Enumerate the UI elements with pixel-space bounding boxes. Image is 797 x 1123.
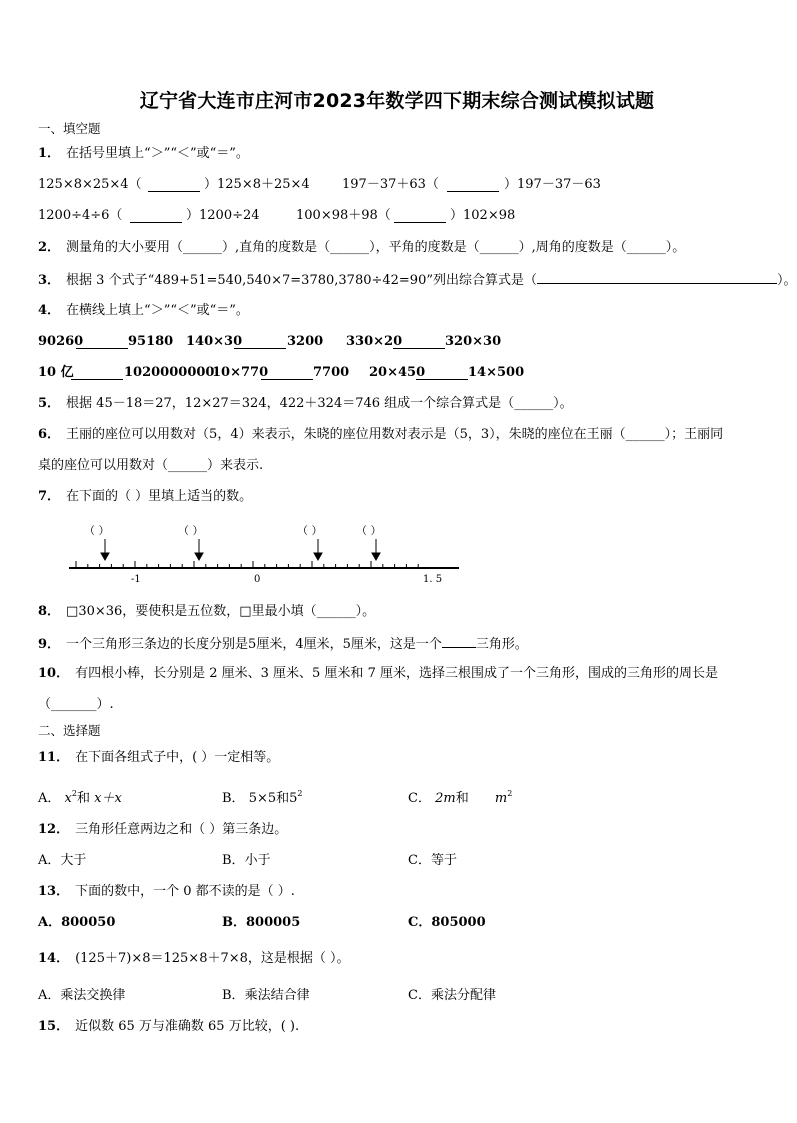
question-text: 有四根小棒，长分别是 2 厘米、3 厘米、5 厘米和 7 厘米，选择三根围成了一个三角形，围成的三角形的周长是	[75, 666, 718, 681]
question-number: 3．	[38, 273, 61, 288]
exam-title: 辽宁省大连市庄河市2023年数学四下期末综合测试模拟试题	[139, 90, 655, 112]
numberline-label: -1	[131, 574, 141, 585]
option-text: 乘法结合律	[244, 988, 310, 1003]
q4-expr: 320×30	[445, 334, 502, 349]
option-text: 800050	[61, 915, 116, 930]
option-b[interactable]	[222, 853, 271, 869]
option-label: A．	[38, 853, 61, 868]
q4-row-1	[38, 334, 758, 350]
q4-expr: 20×450	[369, 365, 426, 380]
answer-blank[interactable]	[76, 336, 128, 349]
section-multiple-choice: 二、选择题	[38, 723, 101, 738]
question-text-end: 三角形。	[475, 637, 528, 652]
question-9	[38, 635, 528, 653]
question-text-end: ）。	[777, 273, 797, 288]
question-text: □30×36，要使积是五位数，□里最小填（______）。	[66, 604, 376, 619]
answer-blank[interactable]	[416, 367, 468, 380]
option-text: 800005	[246, 915, 301, 930]
option-joiner: 和	[76, 791, 90, 806]
number-line-figure	[64, 518, 464, 588]
option-text: 小于	[244, 853, 271, 868]
question-number: 5．	[38, 396, 61, 411]
pointer-arrows	[101, 539, 380, 560]
option-label: B．	[222, 853, 245, 868]
option-text: 805000	[431, 915, 486, 930]
question-text: 在括号里填上“＞”“＜”或“＝”。	[66, 146, 249, 161]
question-text: 在下面各组式子中，( ）一定相等。	[75, 750, 280, 765]
question-text: 测量角的大小要用（______）,直角的度数是（______），平角的度数是（______）,周角的度数是（______）。	[66, 240, 686, 255]
option-text: 乘法分配律	[430, 988, 496, 1003]
answer-blank[interactable]	[447, 179, 499, 192]
question-11	[38, 750, 279, 766]
option-c[interactable]	[408, 853, 457, 869]
question-text: 下面的数中，一个 0 都不读的是（ ）.	[75, 884, 295, 899]
question-number: 14．	[38, 951, 70, 966]
option-a[interactable]	[38, 853, 86, 869]
option-label: C．	[408, 988, 431, 1003]
question-6-cont: 桌的座位可以用数对（______）来表示.	[38, 458, 264, 473]
q4-row-2	[38, 365, 758, 381]
question-13	[38, 884, 295, 900]
option-text: 等于	[430, 853, 457, 868]
question-number: 10．	[38, 666, 70, 681]
question-text: 根据 3 个式子“489+51=540,540×7=3780,3780÷42=90”列出综合算式是（	[66, 273, 537, 288]
question-formula: (125＋7)×8＝125×8＋7×8	[75, 951, 248, 966]
question-text: 在下面的（ ）里填上适当的数。	[66, 489, 253, 504]
option-label: C．	[408, 853, 431, 868]
option-c[interactable]	[408, 988, 496, 1004]
option-expr: 2m	[435, 791, 456, 806]
question-text: 一个三角形三条边的长度分别是5厘米，4厘米，5厘米，这是一个	[66, 637, 442, 652]
question-number: 7．	[38, 489, 61, 504]
q1-expr: ）197－37－63	[504, 177, 601, 192]
answer-blank[interactable]	[393, 336, 445, 349]
numberline-bracket[interactable]: （ ）	[356, 524, 382, 537]
question-number: 6．	[38, 427, 61, 442]
option-exponent: 2	[71, 789, 77, 798]
option-text: 乘法交换律	[60, 988, 126, 1003]
answer-blank[interactable]	[130, 210, 182, 223]
numberline-label: 1. 5	[423, 574, 443, 585]
question-10	[38, 666, 718, 682]
option-exponent: 2	[507, 789, 513, 798]
q4-expr: 330×20	[346, 334, 403, 349]
question-number: 4．	[38, 303, 61, 318]
q4-expr: 90260	[38, 334, 84, 349]
option-b[interactable]	[222, 786, 303, 807]
question-number: 8．	[38, 604, 61, 619]
q1-expr: 125×8×25×4（	[38, 177, 142, 192]
option-a[interactable]	[38, 988, 125, 1004]
question-7	[38, 489, 252, 505]
question-10-cont: （_______）.	[38, 697, 114, 712]
option-label: C．	[408, 791, 431, 806]
question-6	[38, 427, 723, 443]
question-1	[38, 146, 249, 162]
question-15	[38, 1019, 299, 1035]
q13-options	[38, 915, 758, 931]
option-c[interactable]	[408, 915, 486, 931]
option-label: A．	[38, 915, 62, 930]
question-number: 9．	[38, 637, 61, 652]
question-text: 王丽的座位可以用数对（5，4）来表示，朱晓的座位用数对表示是（5，3），朱晓的座位在王丽（______）；王丽同	[66, 427, 724, 442]
number-line-ticks	[76, 561, 418, 568]
q1-expr: ）102×98	[450, 208, 516, 223]
question-number: 13．	[38, 884, 70, 899]
numberline-bracket[interactable]: （ ）	[297, 524, 323, 537]
answer-blank[interactable]	[442, 635, 476, 648]
q4-expr: 95180	[128, 334, 174, 349]
option-b[interactable]	[222, 988, 310, 1004]
question-number: 11．	[38, 750, 70, 765]
q4-expr: 14×500	[468, 365, 525, 380]
q11-options	[38, 786, 758, 804]
option-expr: 5×5和5	[248, 791, 298, 806]
q1-row-2	[38, 208, 758, 224]
option-exponent: 2	[297, 789, 303, 798]
question-4	[38, 303, 249, 319]
answer-blank[interactable]	[394, 210, 446, 223]
answer-blank[interactable]	[261, 367, 313, 380]
q1-expr: 1200÷4÷6（	[38, 208, 123, 223]
question-number: 1．	[38, 146, 61, 161]
option-joiner: 和	[455, 791, 469, 806]
q1-expr: 100×98＋98（	[296, 208, 391, 223]
question-5	[38, 396, 573, 412]
option-a[interactable]	[38, 786, 122, 807]
q4-expr: 7700	[313, 365, 350, 380]
option-c[interactable]	[408, 786, 512, 807]
option-label: B．	[222, 915, 246, 930]
option-expr: x	[64, 791, 72, 806]
question-text: 三角形任意两边之和（ ）第三条边。	[75, 822, 288, 837]
q1-expr: ）125×8＋25×4	[204, 177, 310, 192]
option-label: A．	[38, 791, 61, 806]
option-label: B．	[222, 791, 245, 806]
q4-expr: 3200	[287, 334, 324, 349]
question-number: 12．	[38, 822, 70, 837]
option-b[interactable]	[222, 915, 300, 931]
q4-expr: 10 亿	[38, 365, 74, 380]
question-3	[38, 271, 797, 289]
answer-blank[interactable]	[148, 179, 200, 192]
q1-expr: ）1200÷24	[186, 208, 260, 223]
section-fill-in: 一、填空题	[38, 121, 101, 136]
numberline-bracket[interactable]: （ ）	[84, 524, 110, 537]
q1-expr: 197－37＋63（	[342, 177, 439, 192]
q4-expr: 1020000000	[124, 365, 215, 380]
question-text: ，这是根据（ ）。	[247, 951, 350, 966]
option-label: A．	[38, 988, 61, 1003]
q4-expr: 140×30	[186, 334, 243, 349]
question-8	[38, 604, 375, 620]
q14-options	[38, 988, 758, 1004]
answer-blank[interactable]	[71, 367, 123, 380]
question-2	[38, 240, 685, 256]
numberline-bracket[interactable]: （ ）	[178, 524, 204, 537]
question-number: 2．	[38, 240, 61, 255]
question-text: 根据 45－18＝27，12×27＝324，422＋324＝746 组成一个综合算式是（______）。	[66, 396, 573, 411]
numberline-label: 0	[254, 574, 261, 585]
q1-row-1	[38, 177, 758, 193]
option-expr: m	[494, 791, 508, 806]
option-label: C．	[408, 915, 432, 930]
option-a[interactable]	[38, 915, 115, 931]
option-text: 大于	[60, 853, 87, 868]
question-12	[38, 822, 287, 838]
question-text: 在横线上填上“＞”“＜”或“＝”。	[66, 303, 249, 318]
question-14	[38, 951, 350, 967]
question-number: 15．	[38, 1019, 70, 1034]
option-label: B．	[222, 988, 245, 1003]
option-expr: x＋x	[94, 791, 122, 806]
q4-expr: 10×770	[212, 365, 269, 380]
answer-blank[interactable]	[234, 336, 286, 349]
question-text: 近似数 65 万与准确数 65 万比较，( ).	[75, 1019, 300, 1034]
q12-options	[38, 853, 758, 869]
answer-blank[interactable]	[537, 271, 777, 284]
